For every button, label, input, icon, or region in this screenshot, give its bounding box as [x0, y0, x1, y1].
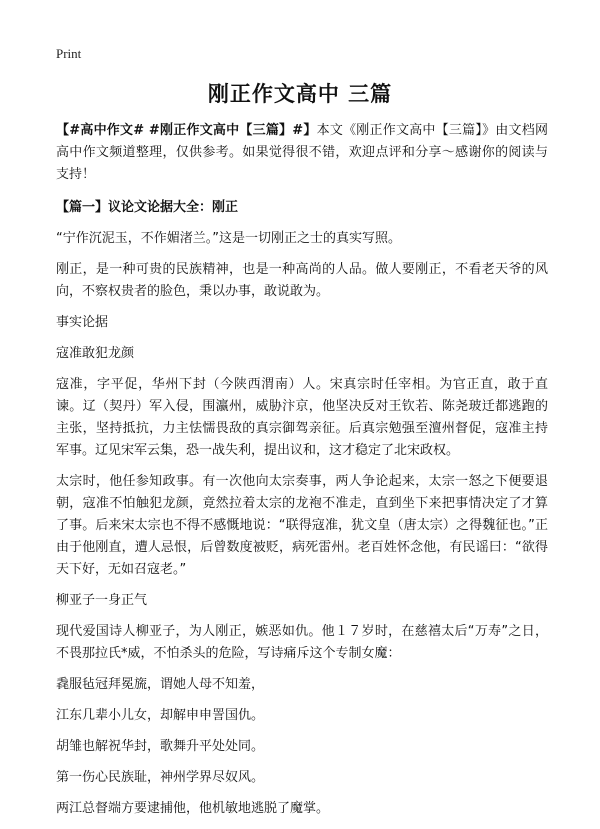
- poem-line: 江东几辈小儿女，却解申申詈国仇。: [56, 708, 265, 723]
- document-title: 刚正作文高中 三篇: [207, 82, 393, 106]
- poem-line: 第一伤心民族耻，神州学界尽奴风。: [56, 770, 265, 785]
- document-body: [56, 120, 548, 829]
- subheading-kouzhun: 寇准敢犯龙颜: [56, 346, 135, 361]
- paragraph-liuyazi: 现代爱国诗人柳亚子，为人刚正，嫉恶如仇。他１７岁时，在慈禧太后“万寿”之日，不畏那拉氏*威，不怕杀头的危险，写诗痛斥这个专制女魔：: [56, 624, 548, 661]
- intro-tag: 【#高中作文# #刚正作文高中【三篇】#】: [56, 123, 317, 138]
- paragraph-kouzhun-1: 寇准，字平促，华州下封（今陕西渭南）人。宋真宗时任宰相。为官正直，敢于直谏。辽（契丹）军入侵，围瀛州，威胁汴京，他坚决反对王钦若、陈尧玻迁都逃跑的主张，坚持抵抗，力主怯懦畏敌的真宗御驾亲征。后真宗勉强至澶州督促，寇准主持军事。辽见宋军云集，恐一战失利，提出议和，这才稳定了北宋政权。: [56, 377, 548, 458]
- intro-paragraph: [56, 120, 548, 186]
- poem-line: 胡雏也解祝华封，歌舞升平处处同。: [56, 739, 265, 754]
- paragraph-definition: 刚正，是一种可贵的民族精神，也是一种高尚的人品。做人要刚正，不看老天爷的风向，不察权贵者的脸色，秉以办事，敢说敢为。: [56, 262, 548, 299]
- subheading-facts: 事实论据: [56, 315, 109, 330]
- subheading-liuyazi: 柳亚子一身正气: [56, 593, 148, 608]
- poem-line: 毳服毡冠拜冕旒，谓她人母不知羞，: [56, 677, 265, 692]
- print-label: Print: [56, 46, 82, 61]
- intro-text: 本文《刚正作文高中【三篇】》由文档网高中作文频道整理，仅供参考。如果觉得很不错，欢迎点评和分享～感谢你的阅读与支持！: [56, 123, 548, 182]
- paragraph-quote: “宁作沉泥玉，不作媚渚兰。”这是一切刚正之士的真实写照。: [56, 231, 401, 246]
- section-heading: 【篇一】议论文论据大全：刚正: [56, 200, 239, 215]
- paragraph-kouzhun-2: 太宗时，他任参知政事。有一次他向太宗奏事，两人争论起来，太宗一怒之下便要退朝，寇准不怕触犯龙颜，竟然拉着太宗的龙袍不准走，直到坐下来把事情决定了才算了事。后来宋太宗也不得不感慨地说：“联得寇准，犹文皇（唐太宗）之得魏征也。”正由于他刚直，遭人忌恨，后曾数度被贬，病死雷州。老百姓怀念他，有民谣曰：“欲得天下好，无如召寇老。”: [56, 474, 548, 577]
- closing-paragraph: 两江总督端方要逮捕他，他机敏地逃脱了魔掌。: [56, 801, 330, 816]
